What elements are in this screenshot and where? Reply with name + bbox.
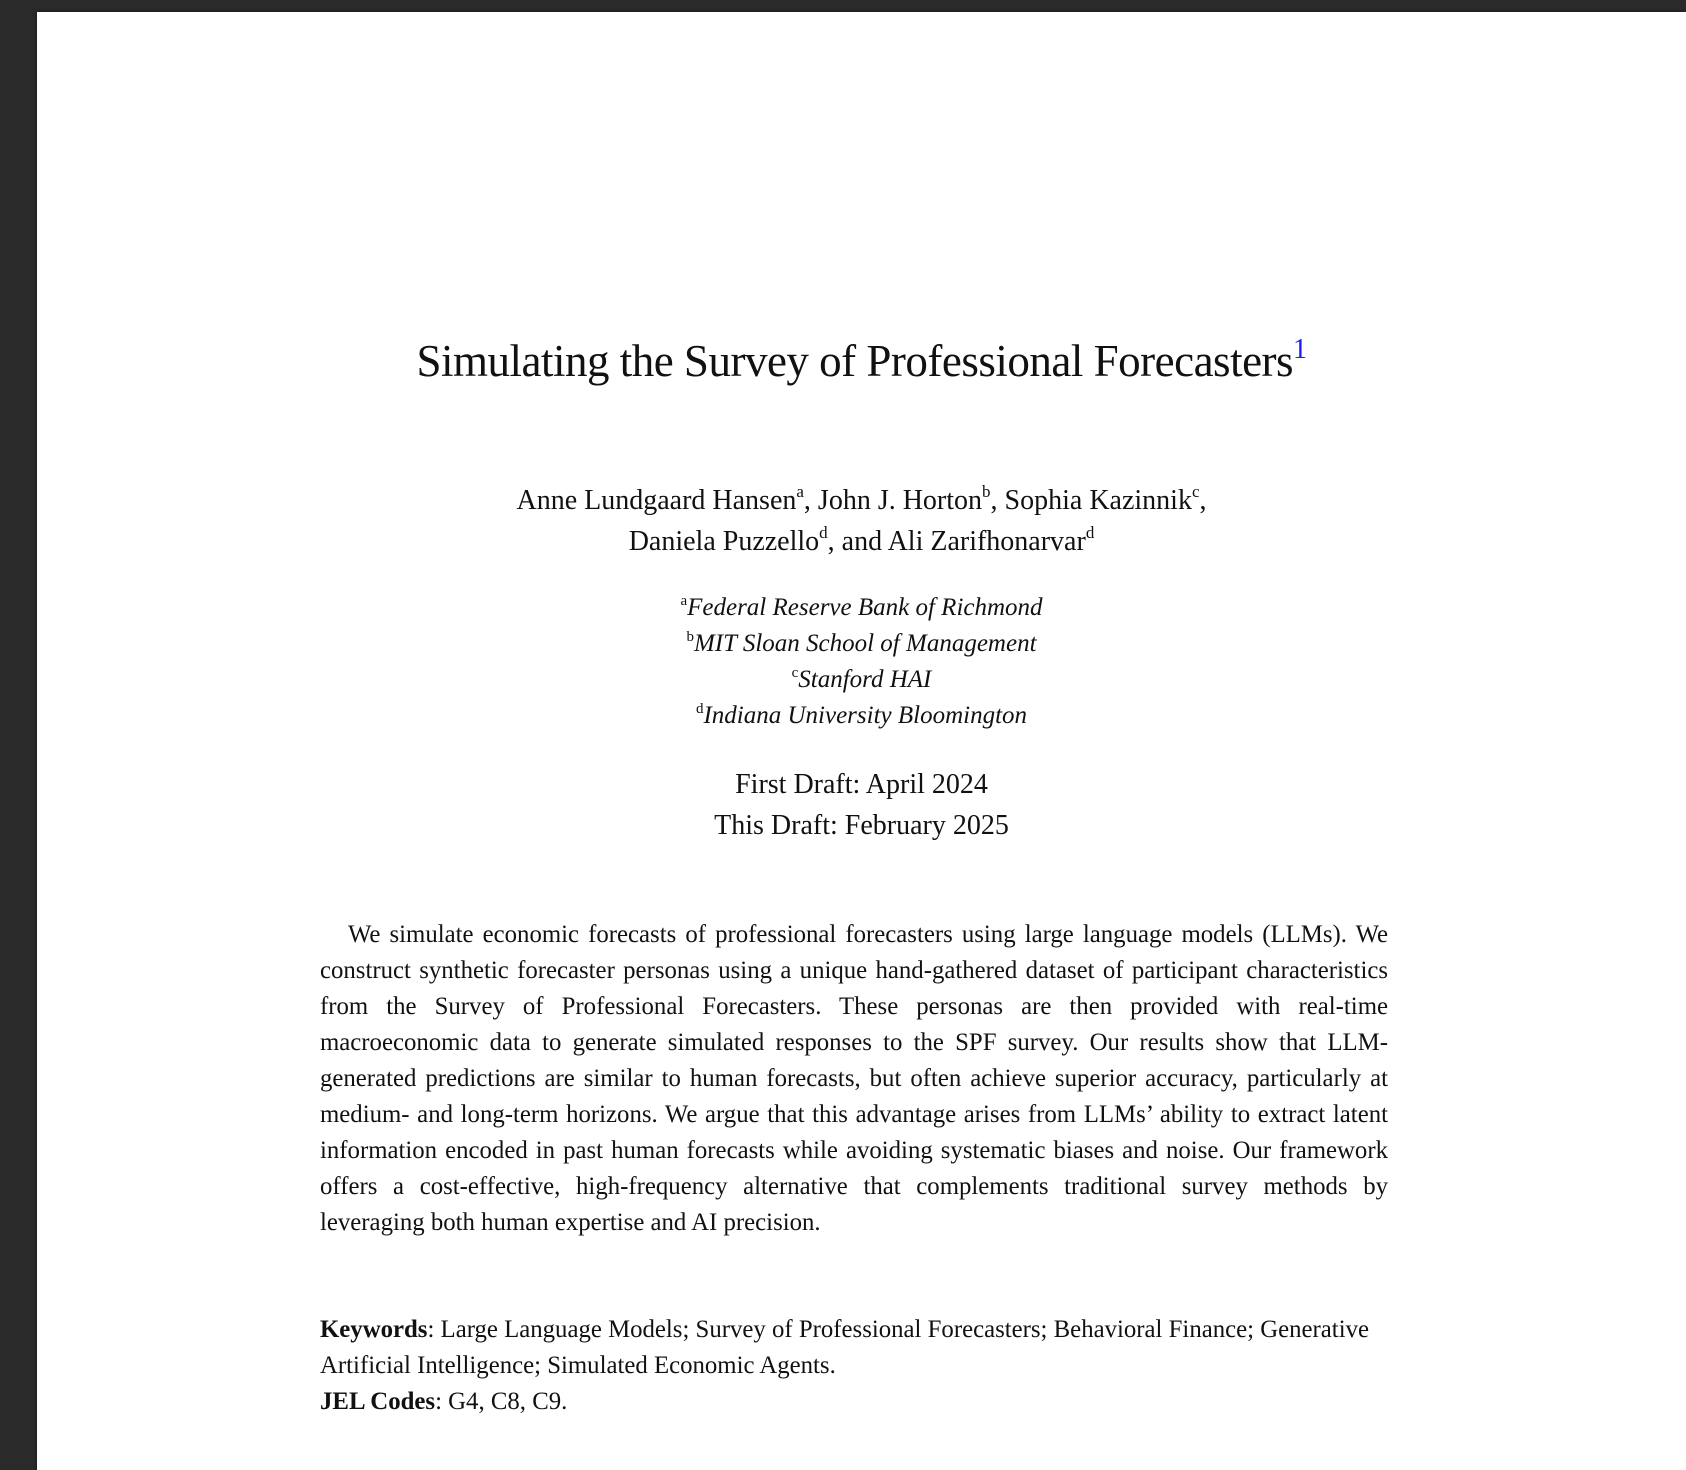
title-text: Simulating the Survey of Professional Forecasters bbox=[416, 336, 1294, 386]
affiliation-mark: c bbox=[1191, 482, 1200, 501]
affiliation-item bbox=[37, 626, 1686, 662]
jel-codes-label: JEL Codes bbox=[320, 1388, 436, 1415]
paper-title bbox=[37, 334, 1686, 387]
affiliation-mark: b bbox=[982, 482, 991, 501]
pdf-page bbox=[37, 12, 1686, 1470]
jel-codes-text: : G4, C8, C9. bbox=[435, 1388, 568, 1415]
author-line-1 bbox=[37, 480, 1686, 521]
keywords-line bbox=[320, 1312, 1388, 1384]
author-separator: , and bbox=[827, 526, 888, 557]
author-separator: , bbox=[803, 485, 818, 516]
author-list bbox=[37, 480, 1686, 562]
this-draft-date: This Draft: February 2025 bbox=[714, 810, 1009, 841]
affiliation-name: Stanford HAI bbox=[798, 666, 932, 693]
affiliation-mark: d bbox=[1085, 523, 1095, 542]
author-separator: , bbox=[990, 485, 1005, 516]
affiliation-name: Federal Reserve Bank of Richmond bbox=[687, 594, 1043, 621]
affiliation-mark: b bbox=[686, 629, 694, 645]
affiliation-mark: a bbox=[796, 482, 804, 501]
affiliation-list bbox=[37, 590, 1686, 734]
author-separator: , bbox=[1199, 485, 1207, 516]
title-footnote-link[interactable]: 1 bbox=[1293, 334, 1307, 365]
affiliation-mark: c bbox=[791, 665, 799, 681]
paper-metadata bbox=[320, 1312, 1388, 1420]
affiliation-mark: a bbox=[680, 593, 688, 609]
keywords-label: Keywords bbox=[320, 1316, 428, 1343]
author-name: John J. Horton bbox=[817, 485, 983, 516]
affiliation-item bbox=[37, 662, 1686, 698]
author-name: Sophia Kazinnik bbox=[1004, 485, 1192, 516]
abstract: We simulate economic forecasts of professional forecasters using large language models (LLMs). We construct synthetic forecaster personas using a unique hand-gathered dataset of participant characteristics from the Survey of Professional Forecasters. These personas are then provided with real-time macroeconomic data to generate simulated responses to the SPF survey. Our results show that LLM-generated predictions are similar to human forecasts, but often achieve superior accuracy, particularly at medium- and long-term horizons. We argue that this advantage arises from LLMs’ ability to extract latent information encoded in past human forecasts while avoiding systematic biases and noise. Our framework offers a cost-effective, high-frequency alternative that complements traditional survey methods by leveraging both human expertise and AI precision. bbox=[320, 921, 1388, 1236]
affiliation-item bbox=[37, 698, 1686, 734]
affiliation-mark: d bbox=[695, 701, 704, 717]
first-draft-date: First Draft: April 2024 bbox=[735, 769, 988, 800]
author-name: Anne Lundgaard Hansen bbox=[516, 485, 797, 516]
affiliation-name: MIT Sloan School of Management bbox=[693, 630, 1037, 657]
author-name: Ali Zarifhonarvar bbox=[887, 526, 1086, 557]
affiliation-mark: d bbox=[819, 523, 828, 542]
draft-dates bbox=[37, 764, 1686, 846]
keywords-text: : Large Language Models; Survey of Professional Forecasters; Behavioral Finance; Generative Artificial Intelligence; Simulated Economic Agents. bbox=[320, 1316, 1369, 1379]
affiliation-name: Indiana University Bloomington bbox=[703, 702, 1028, 729]
author-line-2 bbox=[37, 521, 1686, 562]
author-name: Daniela Puzzello bbox=[628, 526, 820, 557]
jel-codes-line bbox=[320, 1384, 1388, 1420]
affiliation-item bbox=[37, 590, 1686, 626]
